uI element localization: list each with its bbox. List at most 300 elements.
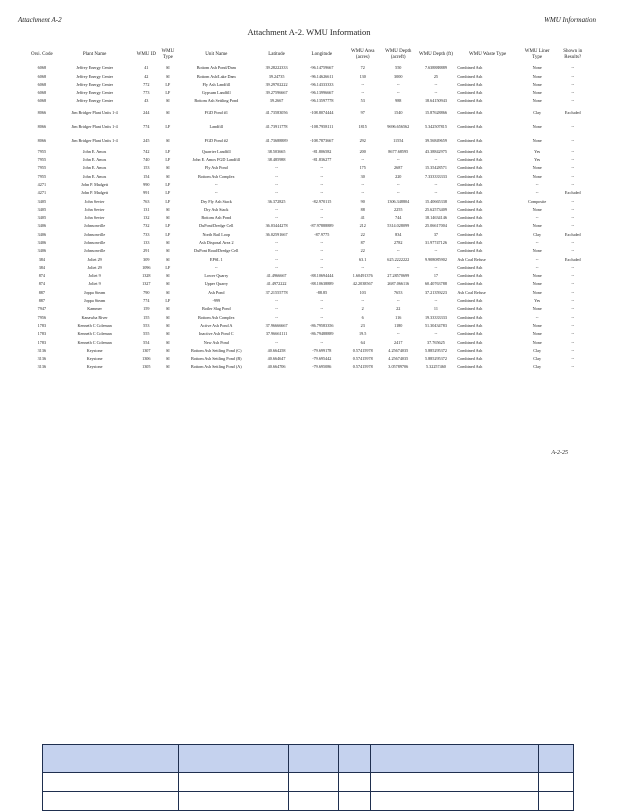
col-header: WMU Waste Type	[469, 51, 507, 57]
table-cell: 6	[361, 314, 364, 320]
table-cell: None	[532, 339, 542, 345]
table-row	[30, 89, 590, 97]
table-cell: --	[571, 298, 575, 304]
table-cell: SI	[165, 248, 170, 254]
table-cell: 37	[433, 231, 439, 237]
table-cell: 990	[143, 181, 150, 187]
table-cell: Combined Ash	[457, 322, 483, 328]
table-cell: 39.2667	[269, 98, 284, 104]
col-header: Unit Name	[205, 51, 228, 57]
table-cell: Kenneth C Coleman	[77, 331, 112, 337]
empty-cell	[179, 773, 289, 792]
table-cell: --	[571, 206, 575, 212]
table-cell: Combined Ash	[457, 356, 483, 362]
table-cell: 30	[360, 173, 365, 179]
table-cell: Combined Ash	[457, 306, 483, 312]
table-cell: 37.21359223	[424, 289, 447, 295]
empty-cell	[43, 773, 179, 792]
table-cell: 37.96666667	[265, 322, 288, 328]
table-cell: Bottom Ash Complex	[198, 173, 235, 179]
table-cell: John E. Amos	[82, 165, 107, 171]
page-number: A-2-25	[551, 450, 568, 456]
table-row	[30, 134, 590, 148]
table-cell: --	[571, 198, 575, 204]
table-cell: --	[571, 364, 575, 370]
table-cell: 11554	[393, 137, 404, 143]
table-cell: 244	[143, 109, 150, 115]
table-cell: 3406	[37, 239, 47, 245]
table-cell: 88	[360, 206, 365, 212]
table-cell: --	[320, 206, 324, 212]
table-row	[30, 364, 590, 372]
table-cell: Dry Fly Ash Stack	[200, 198, 232, 204]
table-cell: --	[361, 81, 365, 87]
table-cell: 2782	[394, 239, 403, 245]
table-cell: 6068	[37, 65, 47, 71]
table-cell: 17	[433, 273, 439, 279]
table-cell: SI	[165, 347, 170, 353]
table-row	[30, 289, 590, 297]
table-cell: Joliet 9	[88, 273, 101, 279]
table-cell: Kammer	[87, 306, 102, 312]
table-cell: --	[434, 331, 438, 337]
table-cell: --	[214, 264, 218, 270]
table-cell: 8066	[37, 137, 47, 143]
table-cell: --	[571, 314, 575, 320]
table-row	[30, 322, 590, 330]
table-cell: Ash Disposal Area 2	[199, 239, 234, 245]
table-cell: Johnsonville	[84, 231, 106, 237]
table-cell: John P. Madgett	[81, 181, 109, 187]
table-cell: 2255	[394, 206, 403, 212]
table-cell: Excluded	[564, 256, 581, 262]
table-cell: -81.806582	[312, 148, 332, 154]
table-cell: 4.25674035	[388, 356, 409, 362]
table-cell: SI	[165, 314, 170, 320]
table-cell: 7955	[37, 148, 47, 154]
table-cell: 887	[38, 298, 45, 304]
table-row	[30, 189, 590, 197]
table-cell: 2	[361, 306, 364, 312]
col-header: WMU Area (acres)	[350, 49, 375, 60]
table-cell: --	[571, 73, 575, 79]
empty-cell	[179, 792, 289, 811]
table-cell: 36.02591667	[265, 231, 288, 237]
table-cell: None	[532, 73, 542, 79]
table-cell: John E. Amos FGD Landfill	[192, 157, 240, 163]
col-header: Longitude	[311, 51, 333, 57]
table-cell: 87	[360, 239, 365, 245]
table-cell: --	[396, 190, 400, 196]
table-cell: --	[434, 298, 438, 304]
table-cell: --	[275, 206, 278, 212]
table-cell: --	[275, 264, 278, 270]
table-cell: John E. Amos	[82, 148, 107, 154]
table-cell: 25	[433, 73, 439, 79]
table-cell: 1307	[142, 347, 151, 353]
table-cell: 6068	[37, 73, 47, 79]
table-cell: 97	[360, 109, 365, 115]
table-cell: SI	[165, 215, 170, 221]
table-cell: John Sevier	[84, 215, 105, 221]
table-cell: None	[532, 248, 542, 254]
empty-cell	[371, 792, 539, 811]
table-cell: Bottom Ash/Lake Dam	[196, 73, 236, 79]
table-cell: None	[532, 137, 542, 143]
table-cell: John E. Amos	[82, 157, 107, 163]
table-cell: -96.14333333	[310, 81, 334, 87]
table-cell: --	[320, 181, 324, 187]
header-left: Attachment A-2	[18, 16, 62, 24]
table-cell: 15.87628866	[424, 109, 447, 115]
table-cell: 36.03444278	[265, 223, 288, 229]
table-cell: 37.96661111	[265, 331, 288, 337]
table-cell: --	[320, 314, 324, 320]
table-cell: Composite	[528, 198, 547, 204]
table-cell: 1540	[394, 109, 403, 115]
table-cell: Clay	[533, 231, 542, 237]
table-cell: Combined Ash	[457, 273, 483, 279]
table-cell: 555	[143, 331, 150, 337]
table-cell: 874	[38, 281, 45, 287]
table-cell: -88.85	[316, 289, 328, 295]
table-cell: Yes	[534, 157, 541, 163]
table-cell: Kenneth C Coleman	[77, 339, 112, 345]
table-cell: 7956	[37, 314, 47, 320]
table-cell: --	[571, 137, 575, 143]
table-cell: LF	[165, 223, 171, 229]
table-cell: 3405	[37, 198, 47, 204]
table-cell: --	[571, 90, 575, 96]
table-cell: 131	[143, 206, 150, 212]
table-cell: 39.29702222	[265, 81, 288, 87]
table-header-row	[30, 48, 590, 65]
table-cell: None	[532, 289, 542, 295]
table-cell: 4.25674035	[388, 347, 409, 353]
table-cell: -79.699178	[312, 347, 332, 353]
table-row	[30, 98, 590, 106]
table-cell: 154	[143, 173, 150, 179]
table-cell: 64	[360, 339, 365, 345]
table-cell: 43.38842975	[424, 148, 447, 154]
table-cell: North Rail Loop	[202, 231, 231, 237]
table-cell: Combined Ash	[457, 339, 483, 345]
table-cell: 7955	[37, 173, 47, 179]
table-cell: John P. Madgett	[81, 190, 109, 196]
table-cell: 60.40763788	[424, 281, 447, 287]
table-cell: Combined Ash	[457, 215, 483, 221]
table-row	[30, 231, 590, 239]
table-cell: 1180	[394, 322, 403, 328]
table-cell: 3136	[37, 364, 47, 370]
table-row	[30, 239, 590, 247]
table-cell: --	[571, 239, 575, 245]
table-cell: --	[396, 81, 400, 87]
empty-cell	[539, 792, 574, 811]
table-cell: 774	[143, 298, 150, 304]
table-cell: 22	[396, 306, 401, 312]
table-cell: 41.73688889	[265, 137, 288, 143]
table-cell: 7955	[37, 165, 47, 171]
table-cell: LF	[165, 264, 171, 270]
table-cell: 7.638888889	[424, 65, 447, 71]
table-cell: --	[571, 148, 575, 154]
table-cell: Bottom Ash Complex	[198, 314, 235, 320]
table-cell: 834	[395, 231, 402, 237]
table-cell: None	[532, 90, 542, 96]
table-cell: None	[532, 306, 542, 312]
empty-header-cell	[179, 745, 289, 773]
table-cell: SI	[165, 339, 170, 345]
table-cell: Joliet 29	[87, 264, 102, 270]
table-row	[30, 355, 590, 363]
table-row	[30, 223, 590, 231]
table-row	[30, 272, 590, 280]
table-cell: Ash Pond	[208, 289, 225, 295]
table-cell: 9696.656562	[387, 123, 410, 129]
empty-table-row	[43, 792, 574, 811]
table-cell: -88.10638889	[310, 281, 334, 287]
table-cell: Combined Ash	[457, 165, 483, 171]
table-cell: -87.9775	[314, 231, 330, 237]
table-cell: --	[320, 298, 324, 304]
table-cell: Bottom Ash Settling Pond (B)	[191, 356, 242, 362]
col-header: WMU ID	[136, 51, 156, 57]
table-row	[30, 181, 590, 189]
table-cell: Kenneth C Coleman	[77, 322, 112, 328]
table-cell: 41.4972222	[266, 281, 287, 287]
table-cell: --	[275, 239, 278, 245]
table-cell: 625.2222222	[387, 256, 410, 262]
table-cell: --	[214, 181, 218, 187]
table-cell: Gypsum Landfill	[201, 90, 231, 96]
table-cell: Jeffrey Energy Center	[76, 81, 114, 87]
col-header: WMU Liner Type	[524, 49, 550, 60]
col-header: WMU Depth (ft)	[418, 51, 453, 57]
table-cell: 4271	[37, 181, 47, 187]
table-cell: --	[535, 181, 539, 187]
table-cell: 2687	[394, 165, 403, 171]
table-row	[30, 347, 590, 355]
table-cell: Combined Ash	[457, 90, 483, 96]
table-cell: 2687.066116	[387, 281, 410, 287]
empty-table-header-row	[43, 745, 574, 773]
table-cell: 553	[143, 322, 150, 328]
table-cell: --	[361, 157, 365, 163]
table-cell: -82.970115	[312, 198, 332, 204]
table-cell: 554	[143, 339, 150, 345]
table-row	[30, 165, 590, 173]
table-cell: 0.57415978	[352, 347, 373, 353]
table-cell: Ash Coal Refuse	[457, 256, 486, 262]
table-cell: --	[361, 190, 365, 196]
table-cell: Combined Ash	[457, 198, 483, 204]
empty-cell	[371, 773, 539, 792]
table-cell: None	[532, 65, 542, 71]
table-cell: 0.57415978	[352, 356, 373, 362]
table-cell: 36.372825	[267, 198, 286, 204]
table-row	[30, 106, 590, 120]
table-cell: 51.30434783	[424, 322, 447, 328]
table-cell: Excluded	[564, 109, 581, 115]
table-cell: SI	[165, 73, 170, 79]
table-cell: Bottom Ash Pond	[201, 215, 232, 221]
table-cell: SI	[165, 273, 170, 279]
table-cell: 159	[143, 306, 150, 312]
table-cell: 3000	[394, 73, 403, 79]
table-cell: 5314.028099	[387, 223, 410, 229]
table-cell: 18.14634146	[424, 215, 447, 221]
table-cell: Combined Ash	[457, 123, 483, 129]
table-cell: 6068	[37, 98, 47, 104]
table-cell: Combined Ash	[457, 298, 483, 304]
table-cell: --	[320, 215, 324, 221]
table-cell: Combined Ash	[457, 314, 483, 320]
table-cell: 22	[360, 231, 365, 237]
table-cell: -86.79583356	[310, 322, 334, 328]
table-cell: 19.5	[359, 331, 367, 337]
table-cell: LF	[165, 181, 171, 187]
table-cell: EPSL 1	[209, 256, 223, 262]
table-row	[30, 73, 590, 81]
table-cell: --	[361, 298, 365, 304]
table-cell: 7955	[37, 157, 47, 163]
table-cell: --	[320, 264, 324, 270]
table-cell: --	[571, 173, 575, 179]
table-cell: 733	[143, 231, 150, 237]
table-cell: 90	[360, 198, 365, 204]
table-cell: 15.35428571	[424, 165, 447, 171]
table-cell: LF	[165, 81, 171, 87]
empty-cell	[43, 792, 179, 811]
table-cell: 292	[359, 137, 366, 143]
table-cell: 133	[143, 239, 150, 245]
table-cell: 39.28222333	[265, 65, 288, 71]
table-cell: 1305	[142, 364, 151, 370]
table-cell: --	[320, 190, 324, 196]
table-cell: 7.333333333	[424, 173, 447, 179]
table-cell: Dry Ash Stack	[204, 206, 229, 212]
table-row	[30, 81, 590, 89]
table-cell: Johnsonville	[84, 248, 106, 254]
table-cell: Quarrier Landfill	[201, 148, 231, 154]
empty-header-cell	[371, 745, 539, 773]
table-cell: --	[396, 264, 400, 270]
table-cell: --	[396, 157, 400, 163]
table-cell: 3136	[37, 356, 47, 362]
table-cell: None	[532, 223, 542, 229]
table-cell: Jeffrey Energy Center	[76, 73, 114, 79]
table-cell: DuPont/Dredge Cell	[199, 223, 234, 229]
table-cell: --	[571, 264, 575, 270]
table-cell: LF	[165, 231, 171, 237]
col-header: Plant Name	[82, 51, 107, 57]
table-cell: Combined Ash	[457, 364, 483, 370]
table-cell: 8066	[37, 123, 47, 129]
table-cell: 245	[143, 137, 150, 143]
table-cell: SI	[165, 306, 170, 312]
table-cell: DuPont Road/Dredge Cell	[194, 248, 239, 254]
table-cell: Joppa Steam	[83, 289, 106, 295]
table-cell: 6068	[37, 81, 47, 87]
table-cell: 291	[143, 248, 150, 254]
table-cell: 744	[395, 215, 402, 221]
table-cell: --	[571, 289, 575, 295]
table-cell: Combined Ash	[457, 137, 483, 143]
table-cell: 41.73911778	[265, 123, 288, 129]
table-row	[30, 148, 590, 156]
table-cell: --	[320, 239, 324, 245]
empty-table-row	[43, 773, 574, 792]
table-cell: SI	[165, 206, 170, 212]
table-cell: --	[396, 90, 400, 96]
table-cell: Jeffrey Energy Center	[76, 65, 114, 71]
table-cell: 15.40665338	[424, 198, 447, 204]
table-cell: -86.79488889	[310, 331, 334, 337]
table-cell: -999	[212, 298, 221, 304]
table-cell: Clay	[533, 347, 542, 353]
table-row	[30, 248, 590, 256]
empty-header-cell	[539, 745, 574, 773]
table-cell: 1327	[142, 281, 151, 287]
table-cell: 887	[38, 289, 45, 295]
table-cell: --	[535, 215, 539, 221]
header-right: WMU Information	[544, 16, 596, 24]
table-cell: 1783	[37, 339, 47, 345]
table-row	[30, 214, 590, 222]
table-cell: --	[571, 306, 575, 312]
table-cell: --	[361, 264, 365, 270]
table-cell: John Sevier	[84, 206, 105, 212]
table-row	[30, 256, 590, 264]
table-cell: SI	[165, 356, 170, 362]
table-cell: 384	[38, 256, 45, 262]
table-cell: 72	[360, 65, 365, 71]
table-cell: Combined Ash	[457, 109, 483, 115]
table-cell: Landfill	[209, 123, 224, 129]
table-cell: Lower Quarry	[204, 273, 229, 279]
table-cell: -87.97888889	[310, 223, 334, 229]
table-cell: 740	[143, 157, 150, 163]
table-cell: --	[396, 181, 400, 187]
table-cell: -81.836277	[312, 157, 332, 163]
table-cell: 5.885295372	[424, 356, 447, 362]
table-cell: Johnsonville	[84, 239, 106, 245]
table-cell: 40.664647	[267, 356, 286, 362]
table-cell: Jim Bridger Plant Units 1-4	[71, 137, 118, 143]
col-header: Shown in Results?	[563, 49, 583, 60]
table-cell: 1783	[37, 331, 47, 337]
table-cell: --	[396, 248, 400, 254]
table-cell: None	[532, 331, 542, 337]
table-row	[30, 339, 590, 347]
table-cell: 874	[38, 273, 45, 279]
table-cell: FGD Pond #2	[204, 137, 228, 143]
table-cell: Jeffrey Energy Center	[76, 98, 114, 104]
table-cell: 41.4966667	[266, 273, 287, 279]
table-cell: --	[571, 347, 575, 353]
table-cell: Inactive Ash Pond C	[199, 331, 234, 337]
table-cell: Fly Ash Landfill	[202, 81, 231, 87]
table-row	[30, 198, 590, 206]
table-cell: Yes	[534, 298, 541, 304]
table-cell: SI	[165, 65, 170, 71]
table-cell: 5.32257460	[425, 364, 446, 370]
table-cell: --	[571, 339, 575, 345]
table-cell: 3136	[37, 347, 47, 353]
table-cell: Keystone	[86, 364, 103, 370]
table-cell: None	[532, 281, 542, 287]
